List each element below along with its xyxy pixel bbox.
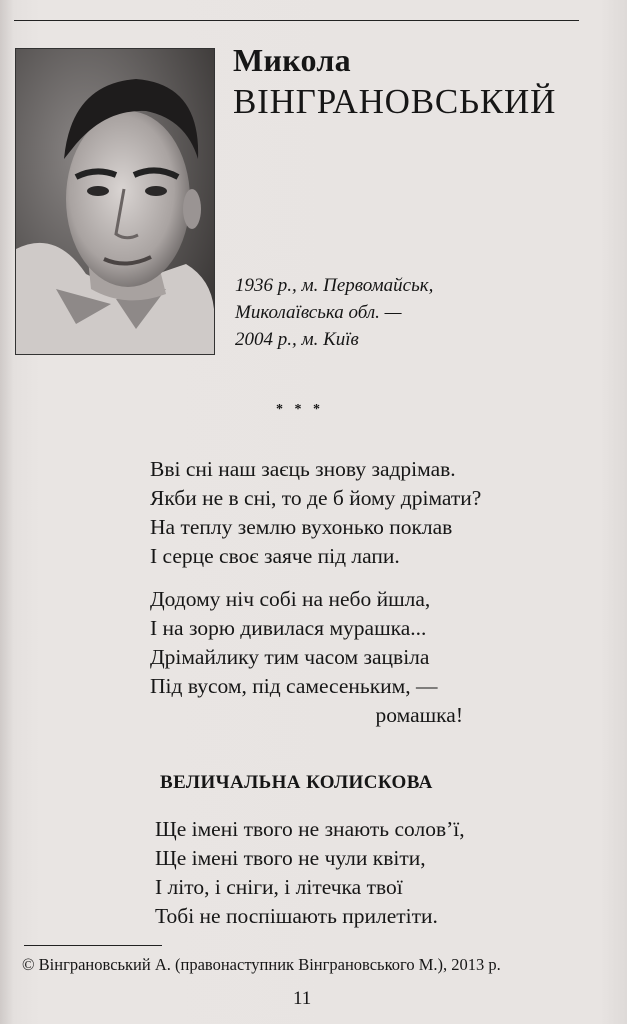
page-number: 11 <box>293 988 312 1009</box>
bio-line: Миколаївська обл. — <box>235 302 402 323</box>
author-bio <box>235 272 433 353</box>
poem-line: Вві сні наш заєць знову задрімав. <box>150 457 456 481</box>
poem-line: І на зорю дивилася мурашка... <box>150 616 427 640</box>
poem-separator: * * * <box>276 402 324 417</box>
poem-line: Тобі не поспішають прилетіти. <box>155 904 438 928</box>
poem-line: Якби не в сні, то де б йому дрімати? <box>150 486 482 510</box>
author-last-name: ВІНГРАНОВСЬКИЙ <box>233 82 557 121</box>
bio-line: 1936 р., м. Первомайськ, <box>235 275 434 296</box>
poem-line: Під вусом, під самесеньким, — <box>150 674 438 698</box>
poem1-stanza2 <box>150 585 463 730</box>
copyright-note: © Вінграновський А. (правонаступник Вінграновського М.), 2013 р. <box>22 955 501 974</box>
bio-line: 2004 р., м. Київ <box>235 329 359 350</box>
poem-line: І літо, і сніги, і літечка твої <box>155 875 403 899</box>
poem-line: Додому ніч собі на небо йшла, <box>150 587 431 611</box>
poem-line: Дрімайлику тим часом зацвіла <box>150 645 430 669</box>
author-first-name: Микола <box>233 42 351 78</box>
author-portrait <box>15 48 215 355</box>
poem1-stanza1 <box>150 455 481 571</box>
footnote-rule <box>24 945 162 946</box>
poem-line: На теплу землю вухонько поклав <box>150 515 453 539</box>
poem-line: Ще імені твого не знають солов’ї, <box>155 817 465 841</box>
poem-line: Ще імені твого не чули квіти, <box>155 846 426 870</box>
poem2-title: ВЕЛИЧАЛЬНА КОЛИСКОВА <box>160 772 433 793</box>
poem-line: ромашка! <box>375 703 463 727</box>
poem2-body <box>155 815 465 931</box>
poem-line: І серце своє заяче під лапи. <box>150 544 400 568</box>
top-rule <box>14 20 579 21</box>
